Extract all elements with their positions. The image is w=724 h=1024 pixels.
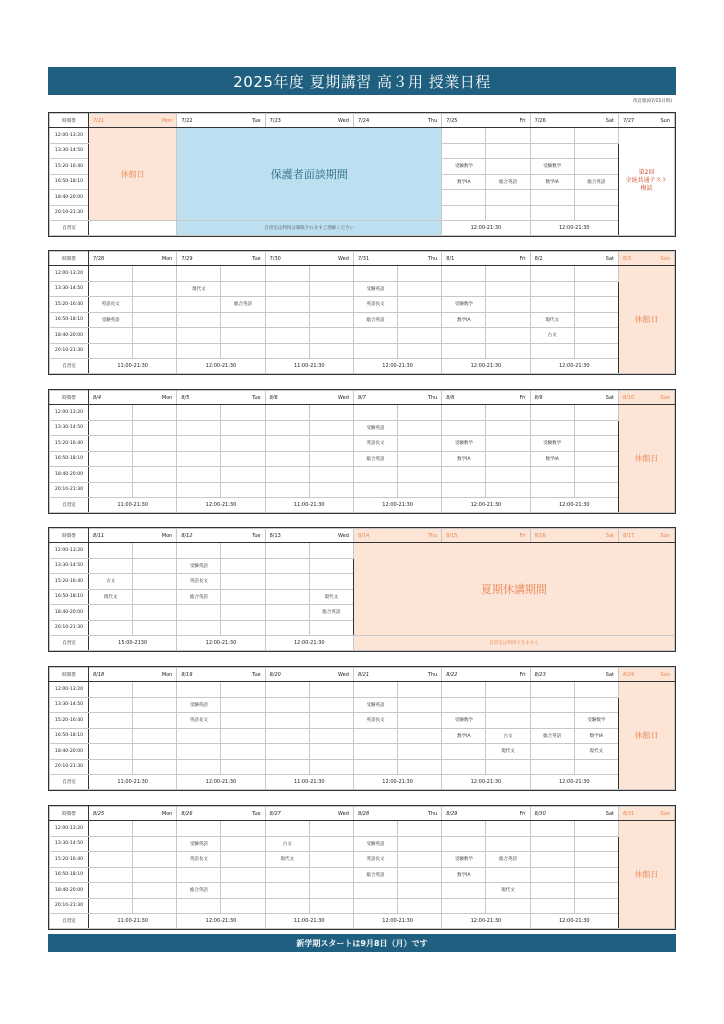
class-cell: 受験英語: [353, 420, 397, 436]
time-slot: 18:40-20:00: [50, 190, 89, 206]
time-header: 時間帯: [50, 807, 89, 821]
class-cell: 総合英語: [486, 852, 530, 868]
class-cell: 古文: [530, 328, 574, 344]
time-slot: 20:10-21:30: [50, 898, 89, 914]
class-cell: 現代文: [265, 852, 309, 868]
study-hours: 12:00-21:30: [530, 914, 618, 929]
time-slot: 13:30-14:50: [50, 697, 89, 713]
day-header: 8/18 Mon: [89, 668, 177, 682]
class-cell: 英語長文: [89, 297, 133, 313]
study-hours: 11:00-21:30: [89, 359, 177, 374]
day-header: 8/17 Sun: [619, 529, 675, 543]
day-header: 8/4 Mon: [89, 391, 177, 405]
time-slot: 12:00-13:20: [50, 543, 89, 559]
class-cell: 現代文: [89, 589, 133, 605]
day-header: 8/29 Fri: [442, 807, 530, 821]
day-header: 8/13 Wed: [265, 529, 353, 543]
class-cell: 数学IA: [442, 312, 486, 328]
class-cell: 古文: [89, 574, 133, 590]
study-hours: 12:00-21:30: [442, 914, 530, 929]
study-hours: 11:00-21:30: [89, 775, 177, 790]
study-hours: 11:00-21:30: [265, 914, 353, 929]
time-slot: 18:40-20:00: [50, 467, 89, 483]
time-slot: 13:30-14:50: [50, 143, 89, 159]
study-hours: 12:00-21:30: [353, 359, 441, 374]
closed-day: 休館日: [619, 266, 675, 374]
class-cell: 受験英語: [177, 836, 221, 852]
study-room-label: 自習室: [50, 359, 89, 374]
week-1-table: [48, 112, 676, 237]
class-cell: 受験英語: [177, 697, 221, 713]
closed-day: 休館日: [619, 405, 675, 513]
day-header: 7/30 Wed: [265, 252, 353, 266]
study-room-note: 自習室は利用は制限されますご理解ください: [177, 221, 442, 236]
time-slot: 12:00-13:20: [50, 405, 89, 421]
study-hours: 12:00-21:30: [265, 636, 353, 651]
class-cell: 受験英語: [89, 312, 133, 328]
study-hours: 12:00-21:30: [177, 775, 265, 790]
day-header: 8/25 Mon: [89, 807, 177, 821]
day-header: 7/21 Mon: [89, 114, 177, 128]
class-cell: 受験英語: [353, 281, 397, 297]
study-hours: 11:00-21:30: [89, 498, 177, 513]
week-4-table: [48, 527, 676, 652]
time-slot: 15:20-16:40: [50, 436, 89, 452]
time-slot: 13:30-14:50: [50, 558, 89, 574]
class-cell: 受験英語: [353, 836, 397, 852]
class-cell: 受験数学: [442, 713, 486, 729]
day-header: 8/21 Thu: [353, 668, 441, 682]
study-room-label: 自習室: [50, 636, 89, 651]
study-hours: 12:00-21:30: [530, 221, 618, 236]
day-header: 7/26 Sat: [530, 114, 618, 128]
class-cell: 総合英語: [353, 451, 397, 467]
time-slot: 13:30-14:50: [50, 836, 89, 852]
time-slot: 16:50-18:10: [50, 728, 89, 744]
revised-note: 改訂版(07/15日時): [633, 99, 672, 104]
class-cell: 総合英語: [221, 297, 265, 313]
class-cell: 英語長文: [177, 713, 221, 729]
time-slot: 15:20-16:40: [50, 852, 89, 868]
study-hours: 12:00-21:30: [442, 775, 530, 790]
class-cell: 数学IA: [442, 451, 486, 467]
time-slot: 16:50-18:10: [50, 589, 89, 605]
closed-day: 休館日: [89, 128, 177, 221]
day-header: 8/16 Sat: [530, 529, 618, 543]
class-cell: 総合英語: [486, 174, 530, 190]
closed-day: 休館日: [619, 682, 675, 790]
study-room-label: 自習室: [50, 914, 89, 929]
study-hours: 12:00-21:30: [530, 775, 618, 790]
day-header: 8/26 Tue: [177, 807, 265, 821]
class-cell: 受験数学: [442, 436, 486, 452]
week-3-table: [48, 389, 676, 514]
time-header: 時間帯: [50, 252, 89, 266]
day-header: 8/19 Tue: [177, 668, 265, 682]
class-cell: 英語長文: [353, 297, 397, 313]
class-cell: 数学IA: [442, 728, 486, 744]
day-header: 7/28 Mon: [89, 252, 177, 266]
study-hours: 12:00-21:30: [530, 498, 618, 513]
day-header: 8/1 Fri: [442, 252, 530, 266]
day-header: 8/14 Thu: [353, 529, 441, 543]
day-header: 7/22 Tue: [177, 114, 265, 128]
class-cell: 現代文: [574, 744, 618, 760]
class-cell: 総合英語: [177, 589, 221, 605]
class-cell: 英語長文: [177, 852, 221, 868]
class-cell: 英語長文: [353, 436, 397, 452]
study-room-label: 自習室: [50, 775, 89, 790]
page-title: 2025年度 夏期講習 高３用 授業日程: [48, 67, 676, 95]
time-header: 時間帯: [50, 529, 89, 543]
day-header: 7/23 Wed: [265, 114, 353, 128]
class-cell: 現代文: [486, 883, 530, 899]
day-header: 8/10 Sun: [619, 391, 675, 405]
day-header: 7/25 Fri: [442, 114, 530, 128]
summer-break: 夏期休講期間: [353, 543, 674, 636]
time-slot: 20:10-21:30: [50, 205, 89, 221]
day-header: 8/24 Sun: [619, 668, 675, 682]
time-slot: 18:40-20:00: [50, 744, 89, 760]
time-slot: 15:20-16:40: [50, 574, 89, 590]
day-header: 8/5 Tue: [177, 391, 265, 405]
class-cell: 受験英語: [177, 558, 221, 574]
study-hours: 12:00-21:30: [177, 498, 265, 513]
week-2-table: [48, 250, 676, 375]
time-slot: 12:00-13:20: [50, 821, 89, 837]
day-header: 7/24 Thu: [353, 114, 441, 128]
study-hours: 12:00-21:30: [353, 775, 441, 790]
time-slot: 13:30-14:50: [50, 420, 89, 436]
class-cell: 総合英語: [309, 605, 353, 621]
study-hours: 11:00-21:30: [265, 498, 353, 513]
week-6-table: [48, 805, 676, 930]
day-header: 8/30 Sat: [530, 807, 618, 821]
day-header: 8/22 Fri: [442, 668, 530, 682]
class-cell: 現代文: [309, 589, 353, 605]
time-slot: 12:00-13:20: [50, 682, 89, 698]
class-cell: 英語長文: [177, 574, 221, 590]
study-hours: 15:00-2130: [89, 636, 177, 651]
day-header: 7/31 Thu: [353, 252, 441, 266]
day-header: 8/20 Wed: [265, 668, 353, 682]
class-cell: 古文: [486, 728, 530, 744]
study-hours: 11:00-21:30: [89, 914, 177, 929]
day-header: 8/8 Fri: [442, 391, 530, 405]
day-header: 8/15 Fri: [442, 529, 530, 543]
class-cell: 数学IA: [530, 451, 574, 467]
time-slot: 20:10-21:30: [50, 620, 89, 636]
time-header: 時間帯: [50, 114, 89, 128]
class-cell: 数学IA: [442, 867, 486, 883]
footer-note: 新学期スタートは9月8日（月）です: [48, 934, 676, 952]
time-slot: 16:50-18:10: [50, 451, 89, 467]
time-header: 時間帯: [50, 668, 89, 682]
time-slot: 18:40-20:00: [50, 605, 89, 621]
study-room-note: 自習室は利用できません: [353, 636, 674, 651]
study-hours: 12:00-21:30: [353, 914, 441, 929]
study-hours: 12:00-21:30: [353, 498, 441, 513]
exam-notice: 第2回 全統共通テスト 模試: [619, 128, 675, 236]
class-cell: 現代文: [530, 312, 574, 328]
class-cell: 現代文: [177, 281, 221, 297]
time-header: 時間帯: [50, 391, 89, 405]
day-header: 8/28 Thu: [353, 807, 441, 821]
time-slot: 18:40-20:00: [50, 883, 89, 899]
class-cell: 総合英語: [353, 867, 397, 883]
day-header: 8/2 Sat: [530, 252, 618, 266]
day-header: 8/31 Sun: [619, 807, 675, 821]
time-slot: 13:30-14:50: [50, 281, 89, 297]
time-slot: 15:20-16:40: [50, 297, 89, 313]
class-cell: 総合英語: [574, 174, 618, 190]
day-header: 7/29 Tue: [177, 252, 265, 266]
study-hours: 12:00-21:30: [177, 914, 265, 929]
study-hours: 12:00-21:30: [442, 359, 530, 374]
week-5-table: [48, 666, 676, 791]
study-hours: 11:00-21:30: [265, 775, 353, 790]
time-slot: 16:50-18:10: [50, 312, 89, 328]
time-slot: 15:20-16:40: [50, 713, 89, 729]
day-header: 8/12 Tue: [177, 529, 265, 543]
study-hours: 12:00-21:30: [177, 359, 265, 374]
class-cell: 受験数学: [442, 297, 486, 313]
day-header: 8/9 Sat: [530, 391, 618, 405]
study-room-label: 自習室: [50, 498, 89, 513]
class-cell: 総合英語: [530, 728, 574, 744]
interview-period: 保護者面談期間: [177, 128, 442, 221]
class-cell: 英語長文: [353, 713, 397, 729]
day-header: 8/7 Thu: [353, 391, 441, 405]
class-cell: 受験数学: [442, 159, 486, 175]
time-slot: 16:50-18:10: [50, 174, 89, 190]
class-cell: 数学IA: [574, 728, 618, 744]
day-header: 8/6 Wed: [265, 391, 353, 405]
study-room-label: 自習室: [50, 221, 89, 236]
time-slot: 20:10-21:30: [50, 482, 89, 498]
closed-day: 休館日: [619, 821, 675, 929]
class-cell: 現代文: [486, 744, 530, 760]
class-cell: 総合英語: [177, 883, 221, 899]
class-cell: 英語長文: [353, 852, 397, 868]
time-slot: 18:40-20:00: [50, 328, 89, 344]
class-cell: 受験英語: [353, 697, 397, 713]
day-header: 8/3 Sun: [619, 252, 675, 266]
study-hours: 12:00-21:30: [442, 221, 530, 236]
day-header: 8/23 Sat: [530, 668, 618, 682]
study-hours: 11:00-21:30: [265, 359, 353, 374]
study-hours: 12:00-21:30: [530, 359, 618, 374]
day-header: 7/27 Sun: [619, 114, 675, 128]
class-cell: 受験数学: [442, 852, 486, 868]
class-cell: 受験数学: [530, 436, 574, 452]
time-slot: 12:00-13:20: [50, 266, 89, 282]
time-slot: 12:00-13:20: [50, 128, 89, 144]
study-hours: 12:00-21:30: [442, 498, 530, 513]
study-hours: 12:00-21:30: [177, 636, 265, 651]
class-cell: 受験数学: [574, 713, 618, 729]
class-cell: 古文: [265, 836, 309, 852]
class-cell: 数学IA: [530, 174, 574, 190]
time-slot: 16:50-18:10: [50, 867, 89, 883]
class-cell: 受験数学: [530, 159, 574, 175]
day-header: 8/11 Mon: [89, 529, 177, 543]
time-slot: 20:10-21:30: [50, 759, 89, 775]
day-header: 8/27 Wed: [265, 807, 353, 821]
time-slot: 15:20-16:40: [50, 159, 89, 175]
class-cell: 数学IA: [442, 174, 486, 190]
class-cell: 総合英語: [353, 312, 397, 328]
time-slot: 20:10-21:30: [50, 343, 89, 359]
